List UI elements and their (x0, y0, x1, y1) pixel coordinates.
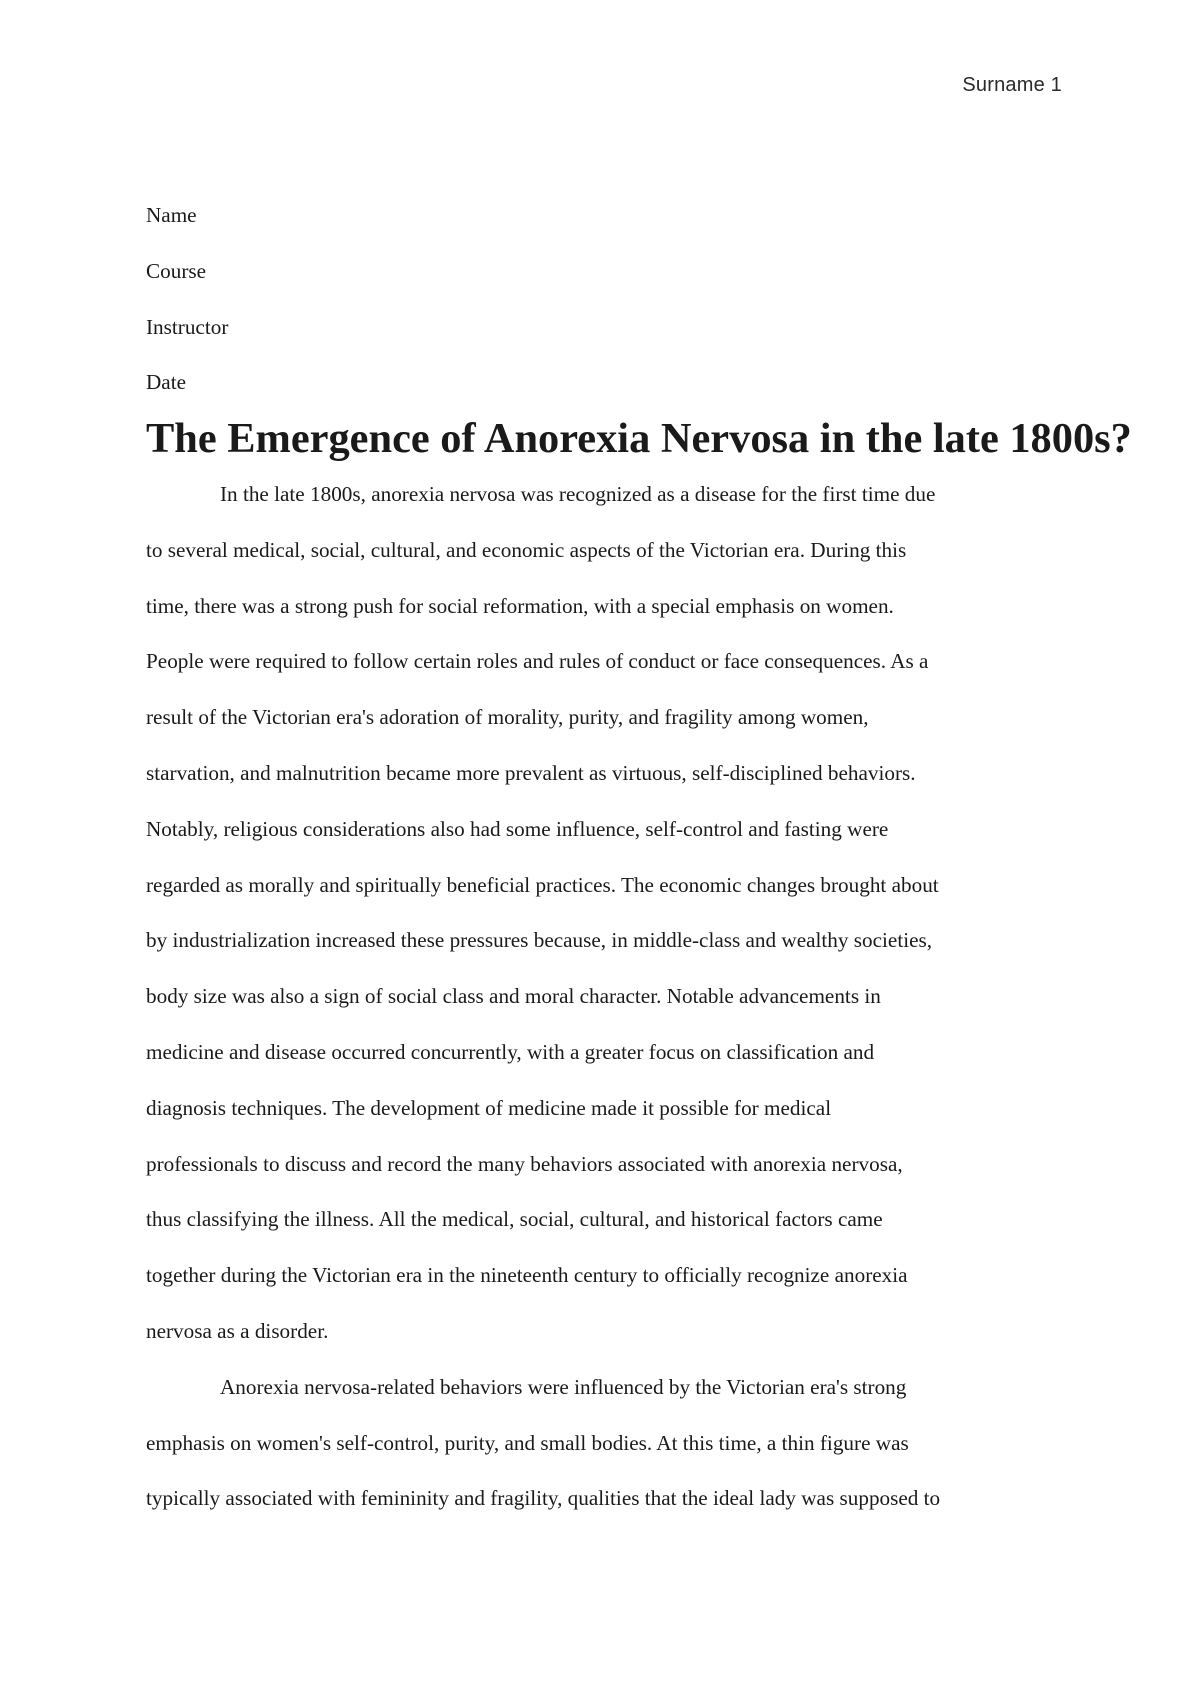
paragraph-line: emphasis on women's self-control, purity, and small bodies. At this time, a thin figure was (146, 1430, 909, 1455)
student-name: Name (146, 203, 197, 227)
paragraph-line: by industrialization increased these pressures because, in middle-class and wealthy societies, (146, 928, 933, 953)
paragraph-line: body size was also a sign of social class and moral character. Notable advancements in (146, 984, 881, 1009)
document-body (146, 188, 1132, 1527)
paragraph-2 (146, 1360, 1066, 1527)
paragraph-line: professionals to discuss and record the many behaviors associated with anorexia nervosa, (146, 1151, 903, 1176)
paragraph-line: People were required to follow certain roles and rules of conduct or face consequences. As a (146, 649, 929, 674)
paragraph-line: typically associated with femininity and fragility, qualities that the ideal lady was supposed to (146, 1486, 941, 1511)
paragraph-line: diagnosis techniques. The development of medicine made it possible for medical (146, 1095, 832, 1120)
paragraph-line: result of the Victorian era's adoration of morality, purity, and fragility among women, (146, 705, 869, 730)
instructor-name: Instructor (146, 314, 229, 339)
paragraph-line: together during the Victorian era in the nineteenth century to officially recognize anorexia (146, 1263, 908, 1288)
paragraph-line: starvation, and malnutrition became more prevalent as virtuous, self-disciplined behaviors. (146, 760, 916, 785)
course-name: Course (146, 258, 207, 283)
paragraph-line: regarded as morally and spiritually beneficial practices. The economic changes brought about (146, 872, 939, 897)
paragraph-line: In the late 1800s, anorexia nervosa was recognized as a disease for the first time due (220, 481, 936, 506)
date-line: Date (146, 370, 186, 395)
paragraph-line: Anorexia nervosa-related behaviors were influenced by the Victorian era's strong (220, 1374, 907, 1399)
essay-title: The Emergence of Anorexia Nervosa in the late 1800s? (146, 415, 1132, 463)
paragraph-line: medicine and disease occurred concurrently, with a greater focus on classification and (146, 1039, 875, 1064)
paragraph-line: time, there was a strong push for social reformation, with a special emphasis on women. (146, 593, 894, 618)
paragraph-line: nervosa as a disorder. (146, 1318, 329, 1343)
paragraph-line: to several medical, social, cultural, and economic aspects of the Victorian era. During this (146, 537, 907, 562)
paragraph-line: thus classifying the illness. All the medical, social, cultural, and historical factors came (146, 1207, 883, 1232)
paragraph-1 (146, 467, 1066, 1360)
paragraph-line: Notably, religious considerations also had some influence, self-control and fasting were (146, 816, 889, 841)
running-head: Surname 1 (962, 74, 1062, 96)
